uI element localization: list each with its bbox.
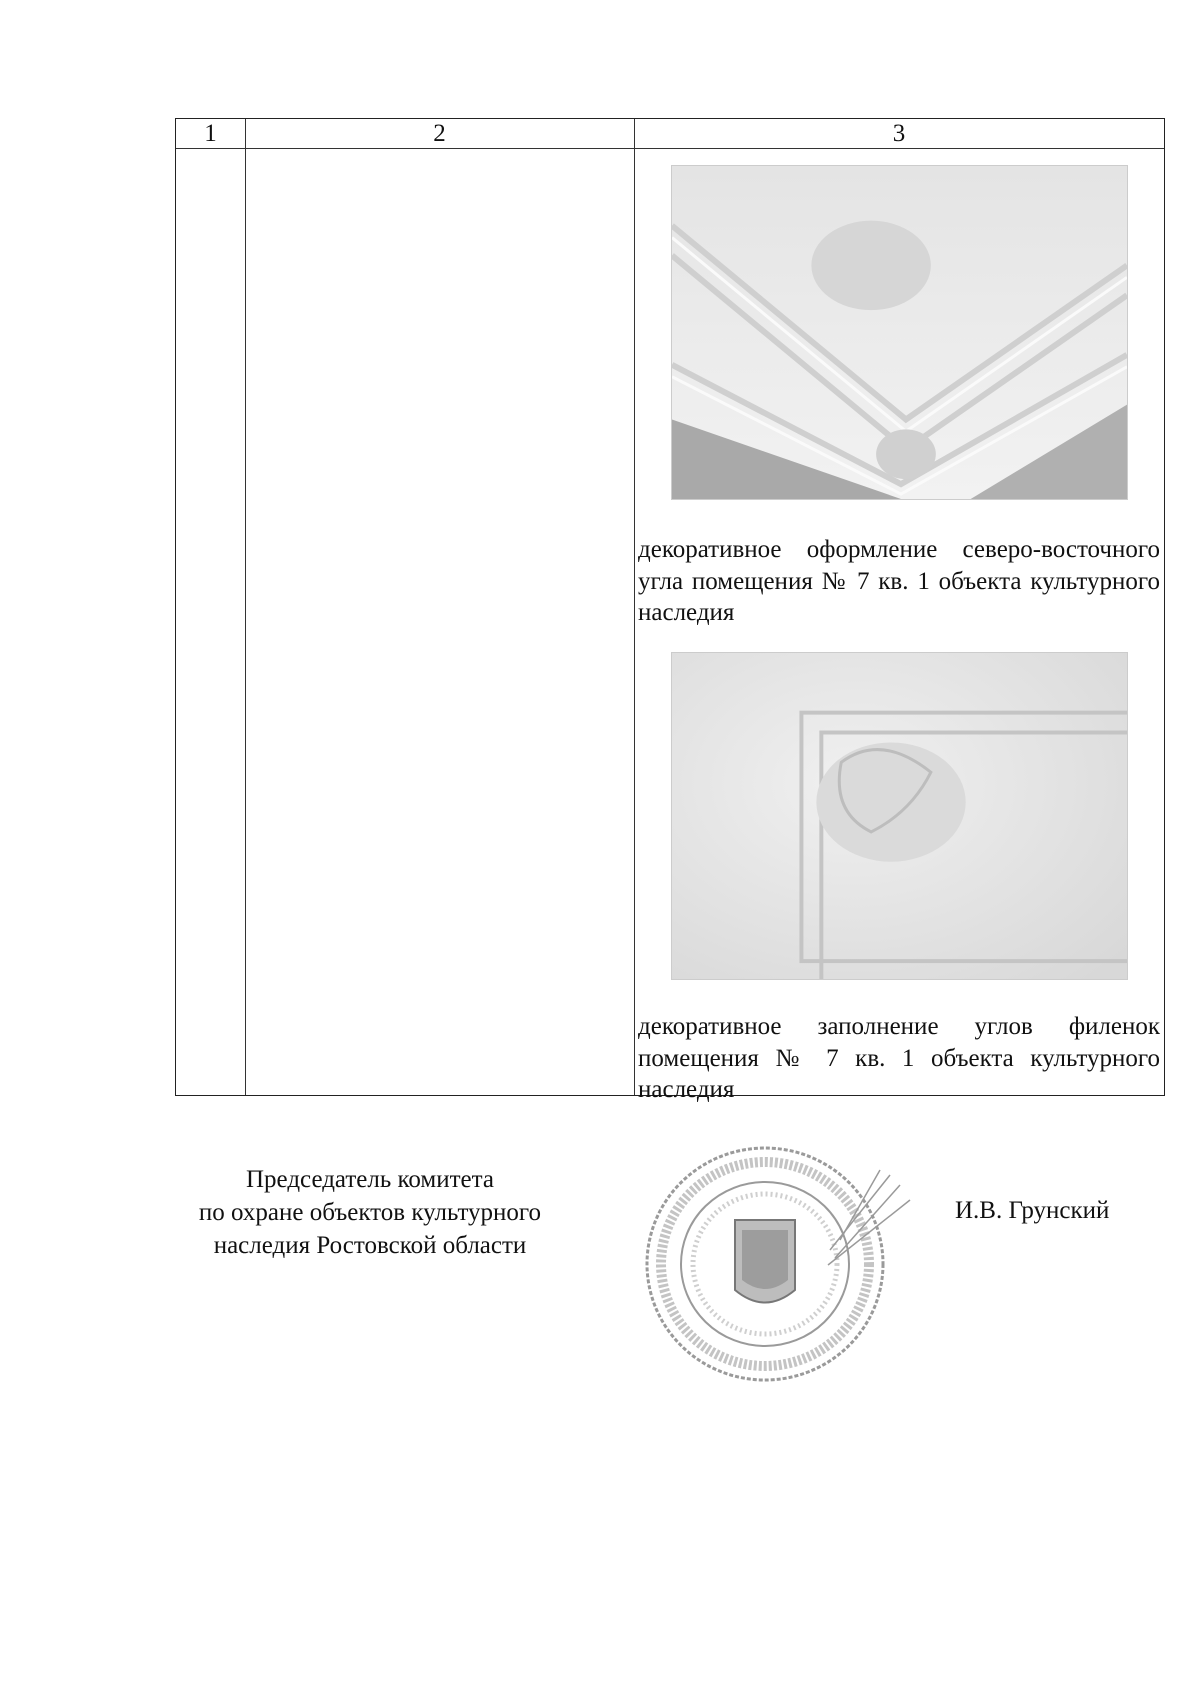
photo-caption: декоративное оформление северо-восточного угла помещения № 7 кв. 1 объекта культурного наследия	[638, 536, 1160, 626]
column-divider	[634, 119, 635, 1095]
official-seal-stamp	[630, 1140, 930, 1385]
document-table	[175, 118, 1165, 1103]
header-divider	[176, 148, 1164, 149]
column-divider	[245, 119, 246, 1095]
header-col-3: 3	[892, 120, 906, 147]
position-line: по охране объектов культурного	[198, 1199, 542, 1226]
ceiling-corner-molding-photo	[671, 165, 1128, 500]
signatory-name: И.В. Грунский	[955, 1197, 1110, 1224]
photo-caption: декоративное заполнение углов филенок помещения № 7 кв. 1 объекта культурного наследия	[638, 1013, 1160, 1103]
header-col-2: 2	[433, 120, 446, 147]
position-line: наследия Ростовской области	[213, 1232, 527, 1259]
position-line: Председатель комитета	[246, 1166, 494, 1193]
signatory-position	[160, 1163, 580, 1262]
panel-corner-ornament-photo	[671, 652, 1128, 980]
header-col-1: 1	[204, 120, 217, 147]
